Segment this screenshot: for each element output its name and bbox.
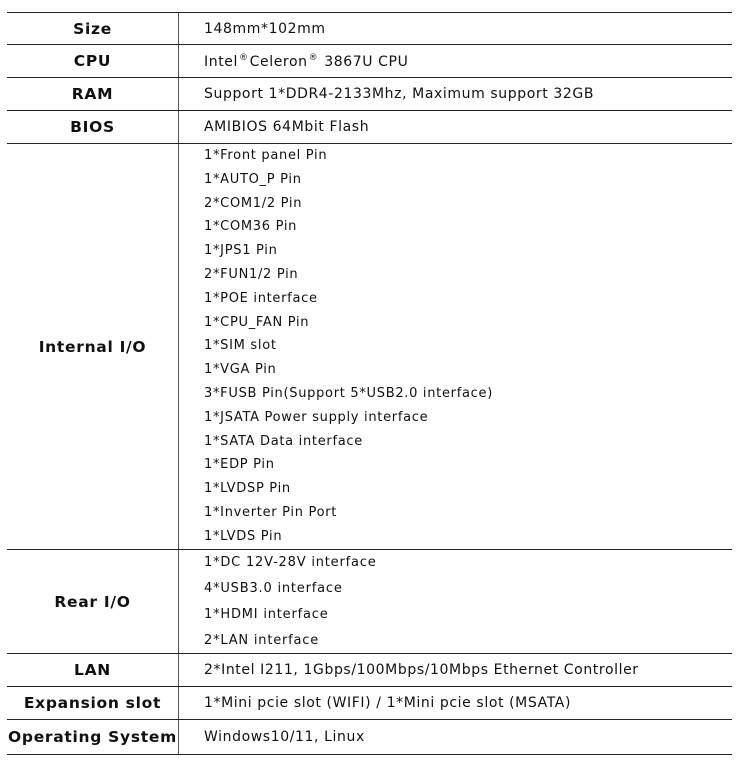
list-item: 1*LVDS Pin: [204, 528, 283, 544]
label-size: Size: [7, 13, 179, 44]
label-bios: BIOS: [7, 111, 179, 143]
list-item: 1*EDP Pin: [204, 457, 275, 473]
label-operating-system: Operating System: [7, 720, 179, 754]
list-item: 1*POE interface: [204, 290, 318, 306]
list-item: 1*VGA Pin: [204, 362, 277, 378]
label-rear-io: Rear I/O: [7, 550, 179, 653]
cpu-reg-mark-1: ®: [239, 52, 249, 63]
value-internal-io: [179, 144, 732, 549]
cpu-brand: Intel: [204, 53, 238, 70]
value-expansion-slot: 1*Mini pcie slot (WIFI) / 1*Mini pcie slot (MSATA): [204, 695, 572, 711]
value-ram: Support 1*DDR4-2133Mhz, Maximum support 32GB: [204, 86, 595, 102]
cpu-text: [204, 53, 732, 70]
list-item: 3*FUSB Pin(Support 5*USB2.0 interface): [204, 385, 493, 401]
list-item: 1*JSATA Power supply interface: [204, 409, 429, 425]
value-lan: 2*Intel I211, 1Gbps/100Mbps/10Mbps Ethernet Controller: [204, 662, 639, 678]
label-ram: RAM: [7, 78, 179, 110]
value-bios: AMIBIOS 64Mbit Flash: [204, 119, 370, 135]
list-item: 2*COM1/2 Pin: [204, 195, 303, 211]
spec-table: [7, 12, 732, 755]
list-item: 1*LVDSP Pin: [204, 481, 291, 497]
cpu-model: Celeron: [249, 53, 308, 70]
cpu-reg-mark-2: ®: [308, 52, 319, 63]
label-internal-io: Internal I/O: [7, 144, 179, 549]
list-item: 1*COM36 Pin: [204, 219, 298, 235]
row-ram: [7, 78, 732, 111]
row-expansion-slot: [7, 687, 732, 720]
row-operating-system: [7, 720, 732, 755]
row-size: [7, 12, 732, 45]
row-internal-io: [7, 144, 732, 550]
list-item: 1*SATA Data interface: [204, 433, 363, 449]
label-lan: LAN: [7, 654, 179, 686]
list-item: 1*AUTO_P Pin: [204, 171, 302, 187]
list-item: 1*HDMI interface: [204, 607, 329, 622]
value-cpu: [179, 45, 732, 77]
value-size: 148mm*102mm: [204, 20, 326, 37]
label-cpu: CPU: [7, 45, 179, 77]
row-cpu: [7, 45, 732, 78]
row-lan: [7, 654, 732, 687]
row-bios: [7, 111, 732, 144]
list-item: 1*Front panel Pin: [204, 148, 328, 163]
list-item: 1*Inverter Pin Port: [204, 504, 338, 520]
list-item: 4*USB3.0 interface: [204, 581, 343, 596]
list-item: 2*FUN1/2 Pin: [204, 266, 299, 282]
value-operating-system: Windows10/11, Linux: [204, 729, 365, 745]
row-rear-io: [7, 550, 732, 654]
list-item: 1*JPS1 Pin: [204, 243, 278, 259]
list-item: 1*CPU_FAN Pin: [204, 314, 310, 330]
label-expansion-slot: Expansion slot: [7, 687, 179, 719]
list-item: 1*DC 12V-28V interface: [204, 555, 377, 570]
cpu-suffix: 3867U CPU: [319, 53, 409, 70]
list-item: 2*LAN interface: [204, 633, 320, 648]
value-rear-io: [179, 550, 732, 653]
list-item: 1*SIM slot: [204, 338, 277, 354]
